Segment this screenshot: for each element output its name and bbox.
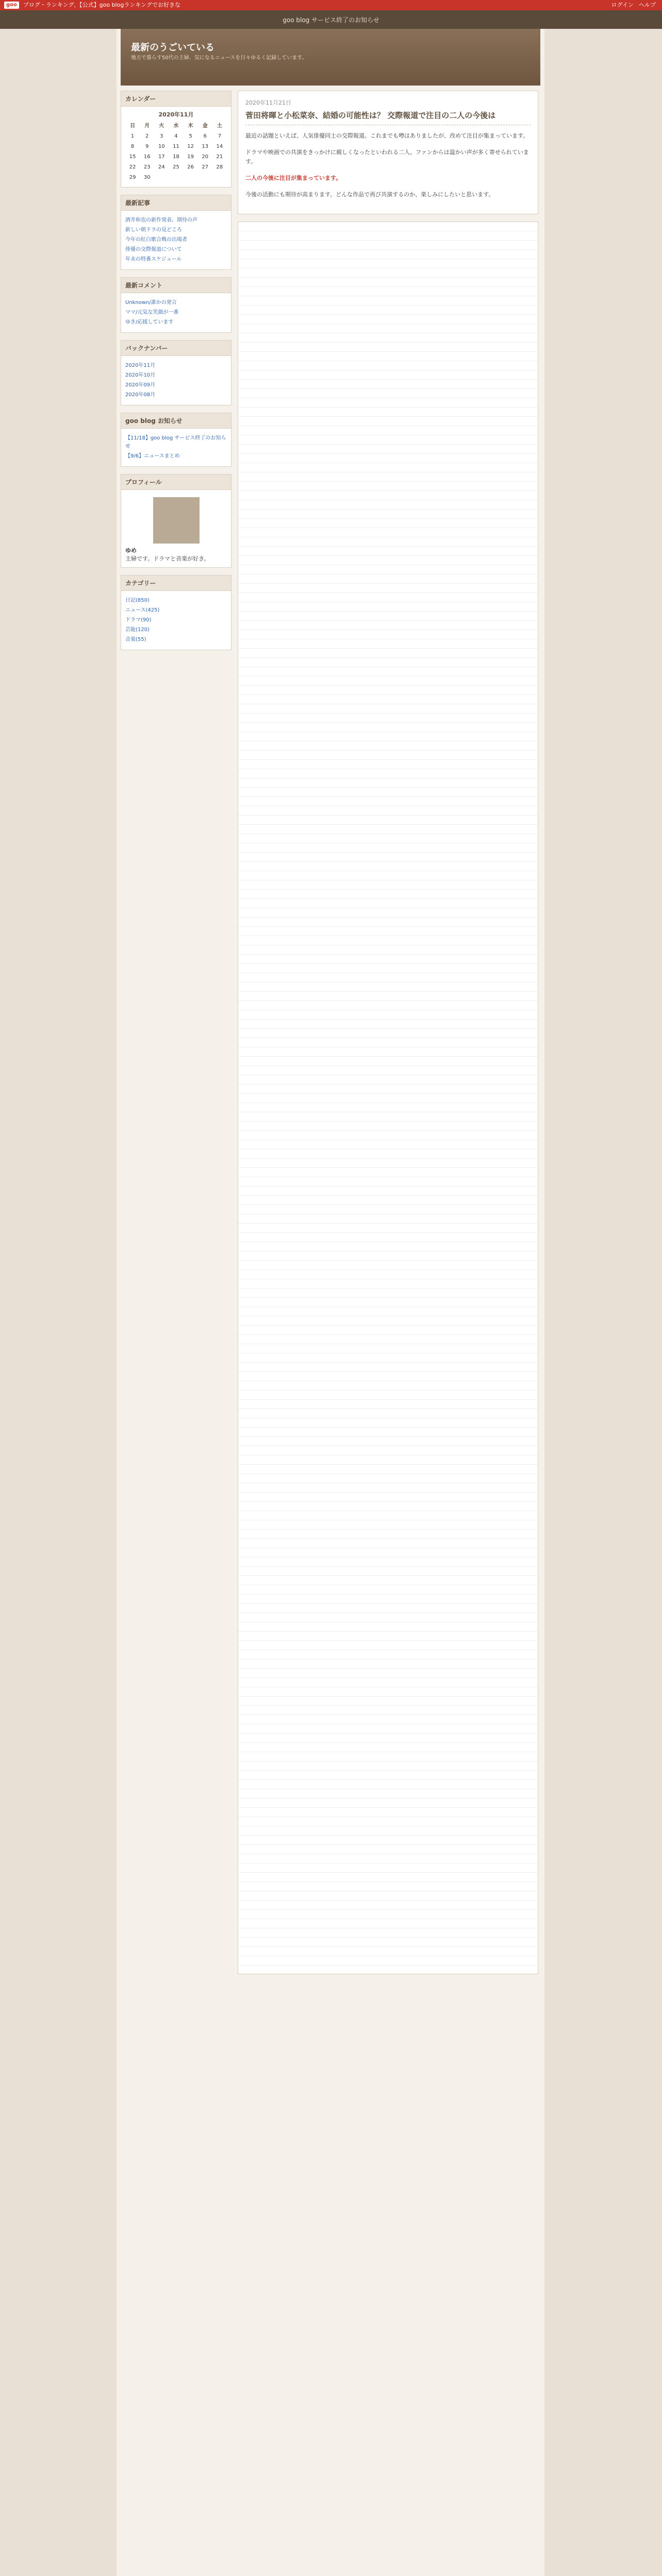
category-box: [121, 575, 231, 650]
archive-link[interactable]: 2020年09月: [125, 382, 156, 388]
calendar-day: [169, 173, 183, 183]
comment-link[interactable]: Unknown/誰かの発言: [125, 300, 177, 306]
entry-highlight: 二人の今後に注目が集まっています。: [245, 175, 342, 181]
top-bar: [0, 0, 662, 10]
entry-paragraph: ドラマや映画での共演をきっかけに親しくなったといわれる二人。ファンからは温かい声が多く寄せられています。: [245, 149, 529, 165]
weekday: 月: [144, 123, 150, 129]
notice-item-link[interactable]: 【9/6】ニュースまとめ: [125, 453, 180, 459]
calendar-day[interactable]: 27: [202, 164, 209, 170]
archive-link[interactable]: 2020年08月: [125, 392, 156, 398]
entry-date: 2020年11月21日: [245, 99, 291, 106]
profile-name: ゆめ: [125, 547, 137, 554]
calendar-table: [125, 121, 227, 183]
calendar-day[interactable]: 18: [173, 154, 179, 160]
calendar-day: [154, 173, 169, 183]
recent-heading: 最新記事: [121, 195, 231, 211]
sidebar: [121, 91, 231, 1974]
category-link[interactable]: ニュース(425): [125, 607, 160, 613]
calendar-day[interactable]: 4: [174, 133, 178, 139]
archive-box: [121, 340, 231, 405]
blog-description: 地方で暮らす50代の主婦、気になるニュースを日々ゆるく記録しています。: [131, 55, 307, 61]
calendar-day: [212, 173, 227, 183]
calendar-day[interactable]: 3: [160, 133, 163, 139]
login-link[interactable]: ログイン: [611, 2, 634, 8]
comment-link[interactable]: ゆき/応援しています: [125, 319, 174, 325]
comments-heading: 最新コメント: [121, 278, 231, 293]
calendar-day[interactable]: 26: [187, 164, 194, 170]
recent-posts-box: [121, 195, 231, 270]
category-link[interactable]: 芸能(120): [125, 627, 150, 633]
archive-heading: バックナンバー: [121, 341, 231, 356]
calendar-day[interactable]: 1: [130, 133, 135, 139]
calendar-day[interactable]: 16: [143, 154, 151, 160]
recent-post-link[interactable]: 酒井和也の新作発表、期待の声: [125, 217, 197, 223]
entry-paragraph: 最近の話題といえば、人気俳優同士の交際報道。これまでも噂はありましたが、改めて注目が集まっています。: [245, 132, 529, 139]
calendar-day[interactable]: 23: [143, 164, 151, 170]
calendar-day: [184, 173, 198, 183]
recent-post-link[interactable]: 年末の特番スケジュール: [125, 257, 182, 262]
goo-logo[interactable]: goo: [4, 2, 19, 9]
recent-post-link[interactable]: 今年の紅白歌合戦の出場者: [125, 237, 187, 243]
archive-link[interactable]: 2020年11月: [125, 363, 156, 368]
entry-paragraph: 今後の活動にも期待が高まります。どんな作品で再び共演するのか、楽しみにしたいと思います。: [245, 191, 494, 198]
calendar-heading: カレンダー: [121, 91, 231, 107]
notice-link[interactable]: goo blog サービス終了のお知らせ: [283, 16, 379, 24]
calendar-day[interactable]: 25: [173, 164, 179, 170]
calendar-day[interactable]: 22: [129, 164, 136, 170]
blog-header: [121, 29, 540, 86]
notice-item-link[interactable]: 【11/18】goo blog サービス終了のお知らせ: [125, 435, 226, 449]
comments-box: [121, 277, 231, 333]
calendar-day[interactable]: 11: [173, 144, 179, 149]
entry-title[interactable]: 菅田将暉と小松菜奈、結婚の可能性は？ 交際報道で注目の二人の今後は: [245, 110, 531, 125]
calendar-day[interactable]: 19: [187, 154, 194, 160]
entry-continued-text: [238, 222, 538, 1974]
weekday: 日: [130, 123, 136, 129]
calendar-day[interactable]: 6: [203, 133, 207, 139]
blog-entry: [238, 91, 538, 214]
weekday: 金: [202, 123, 208, 129]
weekday: 火: [159, 123, 164, 129]
calendar-day[interactable]: 29: [129, 175, 136, 180]
blog-title[interactable]: 最新のうごいている: [131, 42, 214, 53]
notice-box: [121, 413, 231, 467]
weekday: 水: [173, 123, 179, 129]
calendar-day[interactable]: 13: [202, 144, 209, 149]
comment-link[interactable]: ママ/元気な笑顔が一番: [125, 310, 179, 315]
calendar-day[interactable]: 5: [189, 133, 192, 139]
calendar-day[interactable]: 17: [158, 154, 165, 160]
notice-bar: [0, 10, 662, 29]
avatar: [153, 497, 200, 544]
calendar-day[interactable]: 30: [143, 175, 151, 180]
blog-page: [117, 29, 544, 2576]
category-heading: カテゴリー: [121, 575, 231, 591]
category-link[interactable]: 日記(850): [125, 598, 150, 603]
archive-link[interactable]: 2020年10月: [125, 372, 156, 378]
calendar-day[interactable]: 14: [216, 144, 223, 149]
calendar-day: [198, 173, 212, 183]
recent-post-link[interactable]: 俳優の交際報道について: [125, 247, 182, 252]
category-link[interactable]: 音楽(55): [125, 637, 146, 642]
profile-box: [121, 474, 231, 568]
help-link[interactable]: ヘルプ: [639, 2, 656, 8]
recent-post-link[interactable]: 新しい朝ドラの見どころ: [125, 227, 182, 233]
calendar-box: [121, 91, 231, 188]
calendar-day[interactable]: 15: [129, 154, 136, 160]
weekday: 木: [188, 123, 193, 129]
calendar-day[interactable]: 24: [158, 164, 165, 170]
calendar-day[interactable]: 2: [145, 133, 149, 139]
profile-text: 主婦です。ドラマと音楽が好き。: [125, 555, 210, 562]
topbar-title[interactable]: ブログ・ランキング、【公式】goo blogランキングでお好きな: [23, 2, 180, 8]
calendar-day[interactable]: 8: [130, 144, 135, 149]
calendar-day[interactable]: 10: [158, 144, 165, 149]
calendar-day[interactable]: 12: [187, 144, 194, 149]
weekday: 土: [217, 123, 222, 129]
category-link[interactable]: ドラマ(90): [125, 617, 152, 623]
calendar-day[interactable]: 7: [218, 133, 222, 139]
calendar-day[interactable]: 20: [202, 154, 209, 160]
calendar-month: 2020年11月: [158, 111, 194, 118]
notice-heading: goo blog お知らせ: [121, 413, 231, 429]
calendar-day[interactable]: 9: [145, 144, 149, 149]
profile-heading: プロフィール: [121, 474, 231, 490]
calendar-day[interactable]: 21: [216, 154, 223, 160]
main-content: [238, 91, 538, 1974]
calendar-day[interactable]: 28: [216, 164, 223, 170]
